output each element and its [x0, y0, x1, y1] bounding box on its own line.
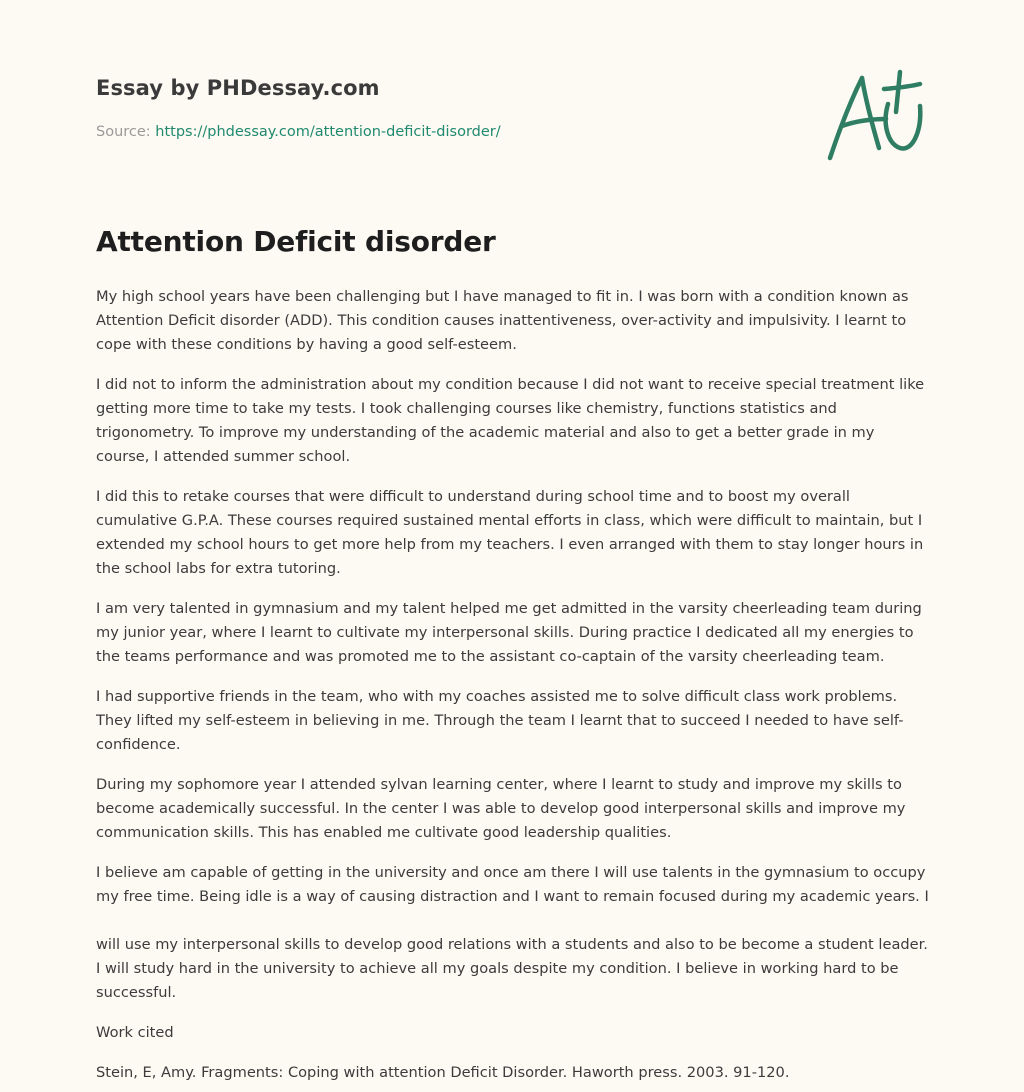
essay-paragraph: I believe am capable of getting in the university and once am there I will use talents in the gymnasium to occupy my free time. Being idle is a way of causing distraction and I want to remain focused during my academic years. I: [96, 864, 929, 905]
a-plus-logo-icon: [822, 68, 926, 164]
essay-paragraph: During my sophomore year I attended sylvan learning center, where I learnt to study and improve my skills to become academically successful. In the center I was able to develop good interpersonal skills and improve my communication skills. This has enabled me cultivate good leadership qualities.: [96, 776, 906, 841]
essay-paragraph: I am very talented in gymnasium and my talent helped me get admitted in the varsity cheerleading team during my junior year, where I learnt to cultivate my interpersonal skills. During practice I dedicated all my energies to the teams performance and was promoted me to the assistant co-captain of the varsity cheerleading team.: [96, 600, 922, 665]
source-link[interactable]: https://phdessay.com/attention-deficit-disorder/: [155, 124, 501, 140]
source-label: Source:: [96, 124, 151, 140]
essay-title: Attention Deficit disorder: [96, 225, 496, 258]
logo-plus-vertical: [896, 72, 900, 112]
essay-paragraph: My high school years have been challenging but I have managed to fit in. I was born with a condition known as Attention Deficit disorder (ADD). This condition causes inattentiveness, over-activity and impulsivity. I learnt to cope with these conditions by having a good self-esteem.: [96, 288, 909, 353]
essay-paragraph: I did not to inform the administration about my condition because I did not want to receive special treatment like getting more time to take my tests. I took challenging courses like chemistry, functions statistics and trigonometry. To improve my understanding of the academic material and also to get a better grade in my course, I attended summer school.: [96, 376, 925, 465]
site-title: Essay by PHDessay.com: [96, 76, 380, 100]
essay-paragraph: I had supportive friends in the team, who with my coaches assisted me to solve difficult class work problems. They lifted my self-esteem in believing in me. Through the team I learnt that to succeed I needed to have self-confidence.: [96, 688, 904, 753]
source-line: [96, 124, 501, 140]
logo-swoosh: [886, 104, 921, 149]
logo-plus-horizontal: [884, 84, 920, 89]
logo-a-right-stroke: [862, 78, 879, 148]
essay-body: [96, 285, 932, 1092]
essay-paragraph: will use my interpersonal skills to develop good relations with a students and also to be become a student leader. I will study hard in the university to achieve all my goals despite my condition. I believe in working hard to be successful.: [96, 936, 928, 1001]
citation-entry: Stein, E, Amy. Fragments: Coping with attention Deficit Disorder. Haworth press. 2003. 91-120.: [96, 1064, 790, 1081]
logo-a-crossbar: [842, 119, 886, 126]
works-cited-heading: Work cited: [96, 1024, 174, 1041]
essay-paragraph: I did this to retake courses that were difficult to understand during school time and to boost my overall cumulative G.P.A. These courses required sustained mental efforts in class, which were difficult to maintain, but I extended my school hours to get more help from my teachers. I even arranged with them to stay longer hours in the school labs for extra tutoring.: [96, 488, 924, 577]
logo-a-left-stroke: [830, 78, 862, 158]
